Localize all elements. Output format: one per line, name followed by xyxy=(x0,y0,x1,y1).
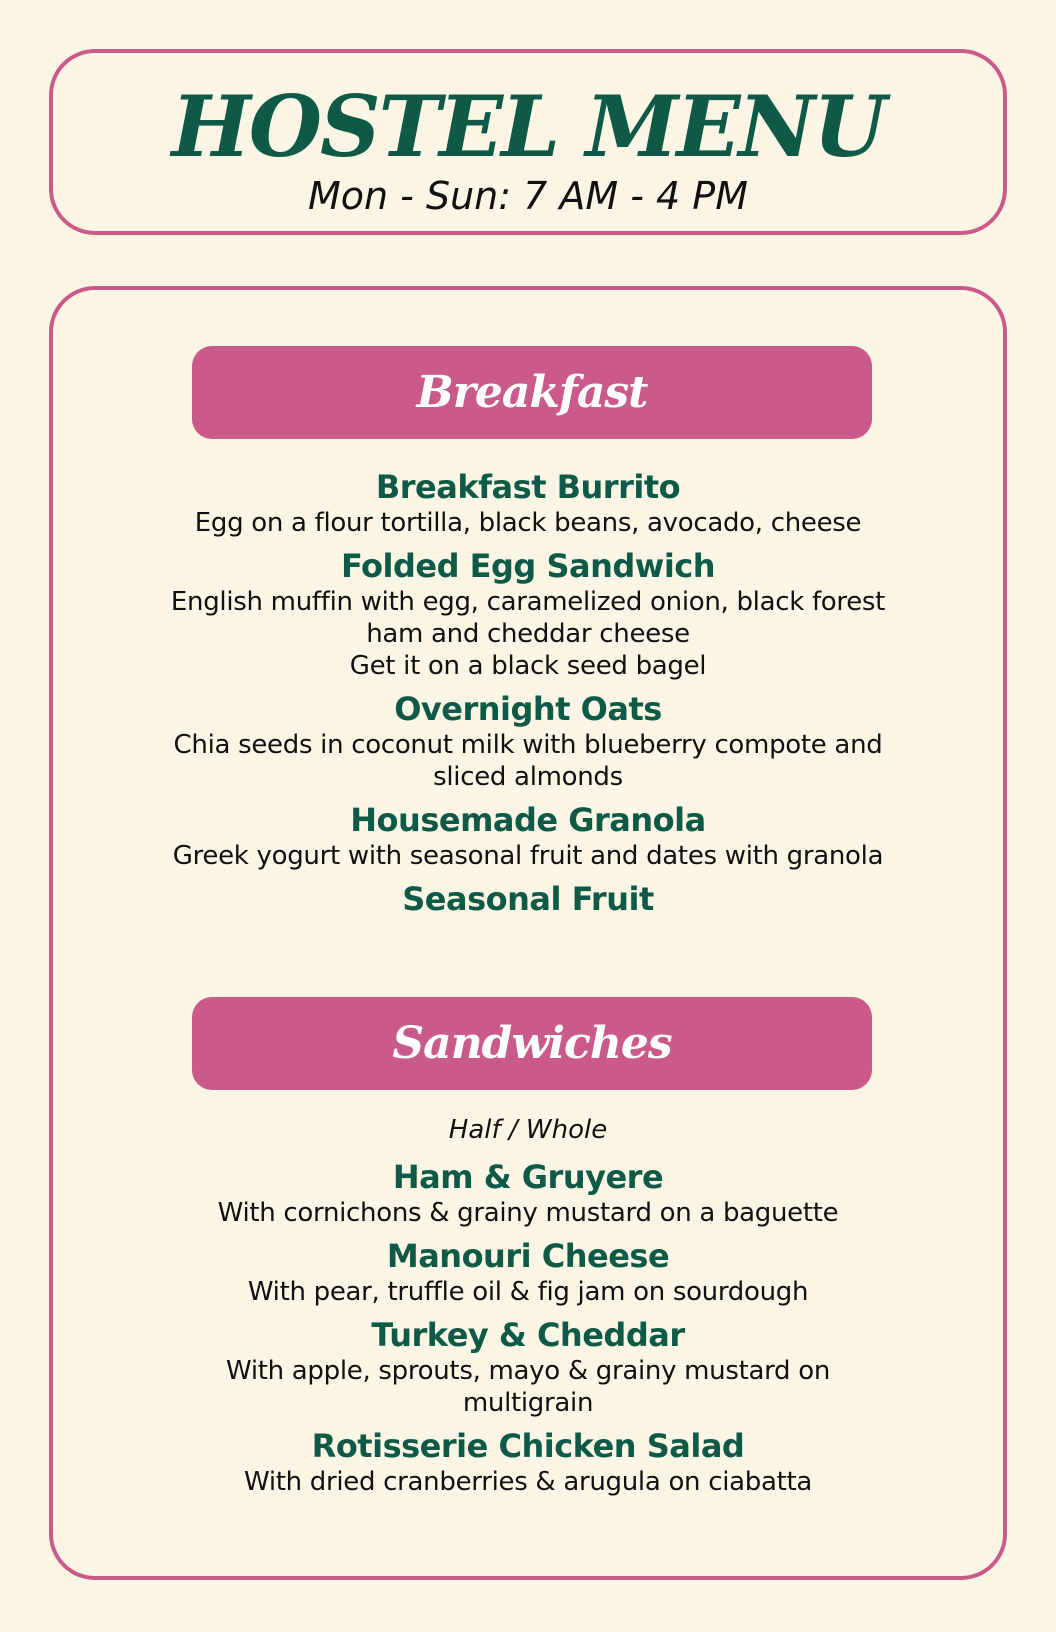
menu-content-box xyxy=(49,286,1007,1580)
menu-item xyxy=(93,1426,963,1498)
menu-item xyxy=(93,1157,963,1229)
section-title-breakfast: Breakfast xyxy=(416,367,648,418)
menu-item-description: multigrain xyxy=(462,1388,594,1418)
menu-item-name: Manouri Cheese xyxy=(386,1237,670,1275)
menu-item xyxy=(93,467,963,539)
menu-item-name: Overnight Oats xyxy=(394,690,662,728)
menu-hours: Mon - Sun: 7 AM - 4 PM xyxy=(307,174,749,218)
menu-item xyxy=(93,879,963,919)
menu-item-description: Chia seeds in coconut milk with blueberry compote and xyxy=(173,730,883,760)
menu-item-name: Ham & Gruyere xyxy=(392,1158,664,1196)
section-items-sandwiches xyxy=(93,1113,963,1498)
menu-item-description: English muffin with egg, caramelized onion, black forest xyxy=(170,587,886,617)
menu-item-description: ham and cheddar cheese xyxy=(366,619,690,649)
menu-item-description: Egg on a flour tortilla, black beans, avocado, cheese xyxy=(194,508,862,538)
menu-item-description: With dried cranberries & arugula on ciabatta xyxy=(243,1467,813,1497)
menu-item xyxy=(93,800,963,872)
menu-item-description: sliced almonds xyxy=(433,762,623,792)
menu-item-description: Greek yogurt with seasonal fruit and dates with granola xyxy=(172,841,884,871)
menu-item-name: Turkey & Cheddar xyxy=(371,1316,685,1354)
menu-item xyxy=(93,1315,963,1419)
menu-item-description: Get it on a black seed bagel xyxy=(349,651,707,681)
price-note: Half / Whole xyxy=(448,1115,608,1145)
menu-title: HOSTEL MENU xyxy=(171,77,885,176)
menu-item-name: Rotisserie Chicken Salad xyxy=(311,1427,745,1465)
menu-item-name: Seasonal Fruit xyxy=(402,880,654,918)
section-banner-sandwiches xyxy=(192,997,872,1090)
menu-item-name: Housemade Granola xyxy=(350,801,706,839)
menu-item-description: With cornichons & grainy mustard on a baguette xyxy=(217,1198,839,1228)
menu-item-name: Breakfast Burrito xyxy=(375,468,681,506)
header-box xyxy=(49,49,1007,235)
menu-item xyxy=(93,689,963,793)
section-title-sandwiches: Sandwiches xyxy=(392,1018,672,1069)
menu-item-description: With pear, truffle oil & fig jam on sourdough xyxy=(247,1277,809,1307)
menu-item-name: Folded Egg Sandwich xyxy=(340,547,716,585)
menu-item xyxy=(93,546,963,682)
menu-item xyxy=(93,1236,963,1308)
section-banner-breakfast xyxy=(192,346,872,439)
menu-item-description: With apple, sprouts, mayo & grainy mustard on xyxy=(225,1356,830,1386)
section-items-breakfast xyxy=(93,467,963,919)
